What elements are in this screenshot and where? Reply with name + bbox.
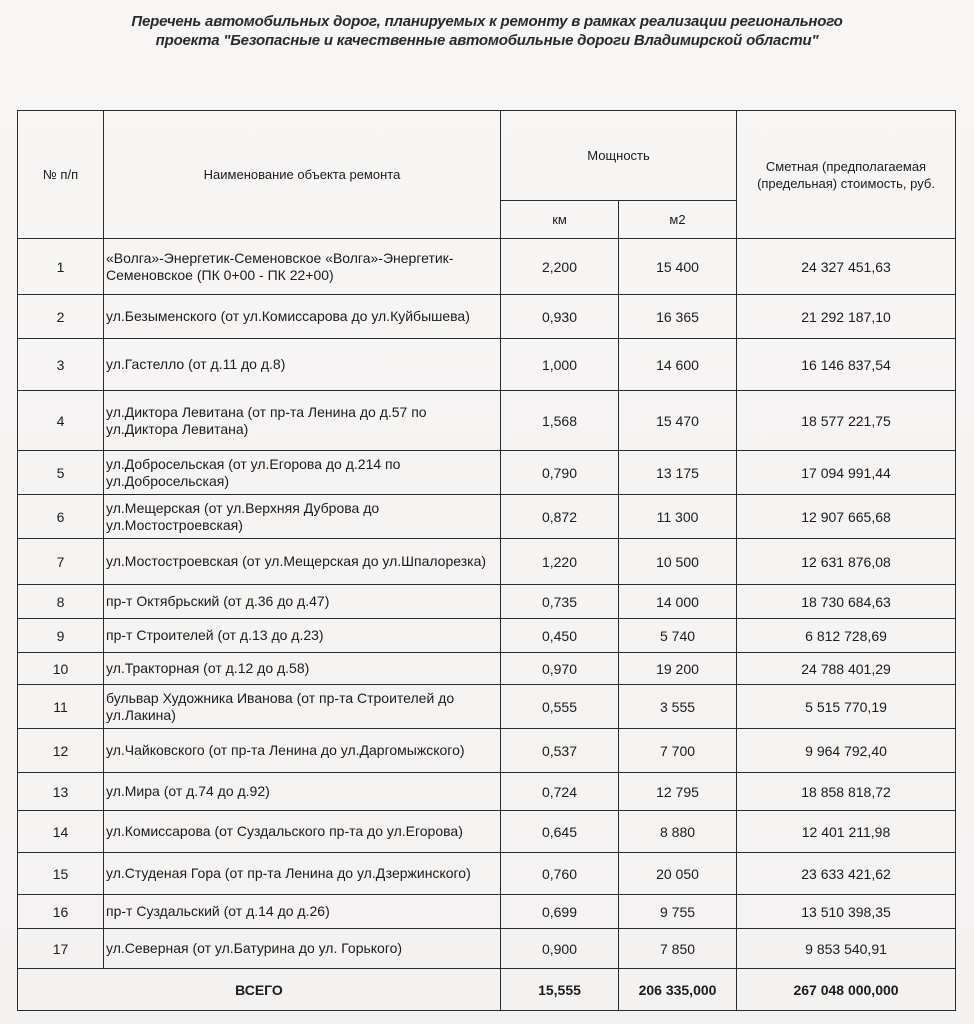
row-m2: 20 050 [619, 853, 737, 895]
row-number: 7 [18, 539, 104, 585]
row-number: 5 [18, 451, 104, 495]
row-cost: 18 858 818,72 [737, 773, 956, 811]
row-km: 0,537 [501, 729, 619, 773]
row-km: 2,200 [501, 239, 619, 295]
row-m2: 15 470 [619, 391, 737, 451]
row-object-name: пр-т Октябрьский (от д.36 до д.47) [104, 585, 501, 619]
total-cost: 267 048 000,000 [737, 969, 956, 1011]
table-row [18, 239, 956, 295]
row-km: 1,568 [501, 391, 619, 451]
row-m2: 13 175 [619, 451, 737, 495]
document-title-line-2: проекта "Безопасные и качественные автомобильные дороги Владимирской области" [155, 32, 819, 49]
row-number: 13 [18, 773, 104, 811]
row-number: 4 [18, 391, 104, 451]
total-m2: 206 335,000 [619, 969, 737, 1011]
total-row [18, 969, 956, 1011]
row-km: 0,555 [501, 685, 619, 729]
row-object-name: ул.Мира (от д.74 до д.92) [104, 773, 501, 811]
row-cost: 24 327 451,63 [737, 239, 956, 295]
table-row [18, 339, 956, 391]
row-object-name: ул.Студеная Гора (от пр-та Ленина до ул.Дзержинского) [104, 853, 501, 895]
header-name: Наименование объекта ремонта [104, 111, 501, 239]
table-row [18, 853, 956, 895]
row-m2: 7 700 [619, 729, 737, 773]
table-row [18, 895, 956, 929]
row-cost: 12 907 665,68 [737, 495, 956, 539]
row-object-name: ул.Северная (от ул.Батурина до ул. Горького) [104, 929, 501, 969]
table-row [18, 929, 956, 969]
row-km: 0,450 [501, 619, 619, 653]
row-cost: 18 730 684,63 [737, 585, 956, 619]
header-cost: Сметная (предполагаемая (предельная) стоимость, руб. [737, 111, 956, 239]
row-object-name: «Волга»-Энергетик-Семеновское «Волга»-Энергетик-Семеновское (ПК 0+00 - ПК 22+00) [104, 239, 501, 295]
table-row [18, 451, 956, 495]
row-cost: 13 510 398,35 [737, 895, 956, 929]
total-label: ВСЕГО [18, 969, 501, 1011]
row-object-name: бульвар Художника Иванова (от пр-та Строителей до ул.Лакина) [104, 685, 501, 729]
row-cost: 9 964 792,40 [737, 729, 956, 773]
table-body [18, 239, 956, 969]
row-cost: 18 577 221,75 [737, 391, 956, 451]
header-num: № п/п [18, 111, 104, 239]
roads-table [17, 110, 956, 1011]
roads-table-container [17, 110, 957, 1011]
row-m2: 8 880 [619, 811, 737, 853]
row-object-name: пр-т Суздальский (от д.14 до д.26) [104, 895, 501, 929]
table-row [18, 653, 956, 685]
row-number: 1 [18, 239, 104, 295]
row-km: 0,970 [501, 653, 619, 685]
row-km: 0,900 [501, 929, 619, 969]
row-km: 0,724 [501, 773, 619, 811]
row-cost: 23 633 421,62 [737, 853, 956, 895]
row-km: 0,735 [501, 585, 619, 619]
row-cost: 17 094 991,44 [737, 451, 956, 495]
total-km: 15,555 [501, 969, 619, 1011]
row-km: 0,872 [501, 495, 619, 539]
row-number: 2 [18, 295, 104, 339]
row-object-name: ул.Тракторная (от д.12 до д.58) [104, 653, 501, 685]
row-m2: 14 600 [619, 339, 737, 391]
row-object-name: ул.Мостостроевская (от ул.Мещерская до ул.Шпалорезка) [104, 539, 501, 585]
table-row [18, 729, 956, 773]
row-km: 0,699 [501, 895, 619, 929]
row-number: 10 [18, 653, 104, 685]
table-footer [18, 969, 956, 1011]
header-km: км [501, 201, 619, 239]
header-capacity: Мощность [501, 111, 737, 201]
row-number: 3 [18, 339, 104, 391]
document-title [20, 12, 954, 50]
table-row [18, 295, 956, 339]
row-object-name: ул.Мещерская (от ул.Верхняя Дуброва до ул.Мостостроевская) [104, 495, 501, 539]
table-row [18, 619, 956, 653]
row-number: 15 [18, 853, 104, 895]
row-m2: 11 300 [619, 495, 737, 539]
row-object-name: ул.Чайковского (от пр-та Ленина до ул.Даргомыжского) [104, 729, 501, 773]
table-header [18, 111, 956, 239]
table-row [18, 391, 956, 451]
table-row [18, 585, 956, 619]
row-object-name: пр-т Строителей (от д.13 до д.23) [104, 619, 501, 653]
table-row [18, 811, 956, 853]
row-cost: 16 146 837,54 [737, 339, 956, 391]
row-m2: 9 755 [619, 895, 737, 929]
row-m2: 7 850 [619, 929, 737, 969]
row-m2: 15 400 [619, 239, 737, 295]
row-object-name: ул.Диктора Левитана (от пр-та Ленина до д.57 по ул.Диктора Левитана) [104, 391, 501, 451]
row-km: 0,930 [501, 295, 619, 339]
row-cost: 24 788 401,29 [737, 653, 956, 685]
row-m2: 5 740 [619, 619, 737, 653]
row-km: 0,790 [501, 451, 619, 495]
table-row [18, 495, 956, 539]
row-cost: 6 812 728,69 [737, 619, 956, 653]
row-cost: 12 401 211,98 [737, 811, 956, 853]
row-km: 1,220 [501, 539, 619, 585]
row-object-name: ул.Комиссарова (от Суздальского пр-та до ул.Егорова) [104, 811, 501, 853]
row-number: 6 [18, 495, 104, 539]
row-km: 0,645 [501, 811, 619, 853]
row-object-name: ул.Добросельская (от ул.Егорова до д.214 по ул.Добросельская) [104, 451, 501, 495]
row-cost: 21 292 187,10 [737, 295, 956, 339]
row-number: 11 [18, 685, 104, 729]
header-m2: м2 [619, 201, 737, 239]
row-m2: 19 200 [619, 653, 737, 685]
row-cost: 9 853 540,91 [737, 929, 956, 969]
row-number: 16 [18, 895, 104, 929]
row-object-name: ул.Безыменского (от ул.Комиссарова до ул.Куйбышева) [104, 295, 501, 339]
row-km: 1,000 [501, 339, 619, 391]
row-m2: 10 500 [619, 539, 737, 585]
row-number: 14 [18, 811, 104, 853]
table-row [18, 773, 956, 811]
row-m2: 14 000 [619, 585, 737, 619]
document-title-line-1: Перечень автомобильных дорог, планируемых к ремонту в рамках реализации регионального [131, 13, 843, 30]
row-m2: 16 365 [619, 295, 737, 339]
table-row [18, 539, 956, 585]
row-cost: 5 515 770,19 [737, 685, 956, 729]
row-number: 17 [18, 929, 104, 969]
row-m2: 12 795 [619, 773, 737, 811]
row-number: 8 [18, 585, 104, 619]
table-row [18, 685, 956, 729]
row-number: 12 [18, 729, 104, 773]
row-km: 0,760 [501, 853, 619, 895]
row-cost: 12 631 876,08 [737, 539, 956, 585]
row-number: 9 [18, 619, 104, 653]
row-m2: 3 555 [619, 685, 737, 729]
row-object-name: ул.Гастелло (от д.11 до д.8) [104, 339, 501, 391]
